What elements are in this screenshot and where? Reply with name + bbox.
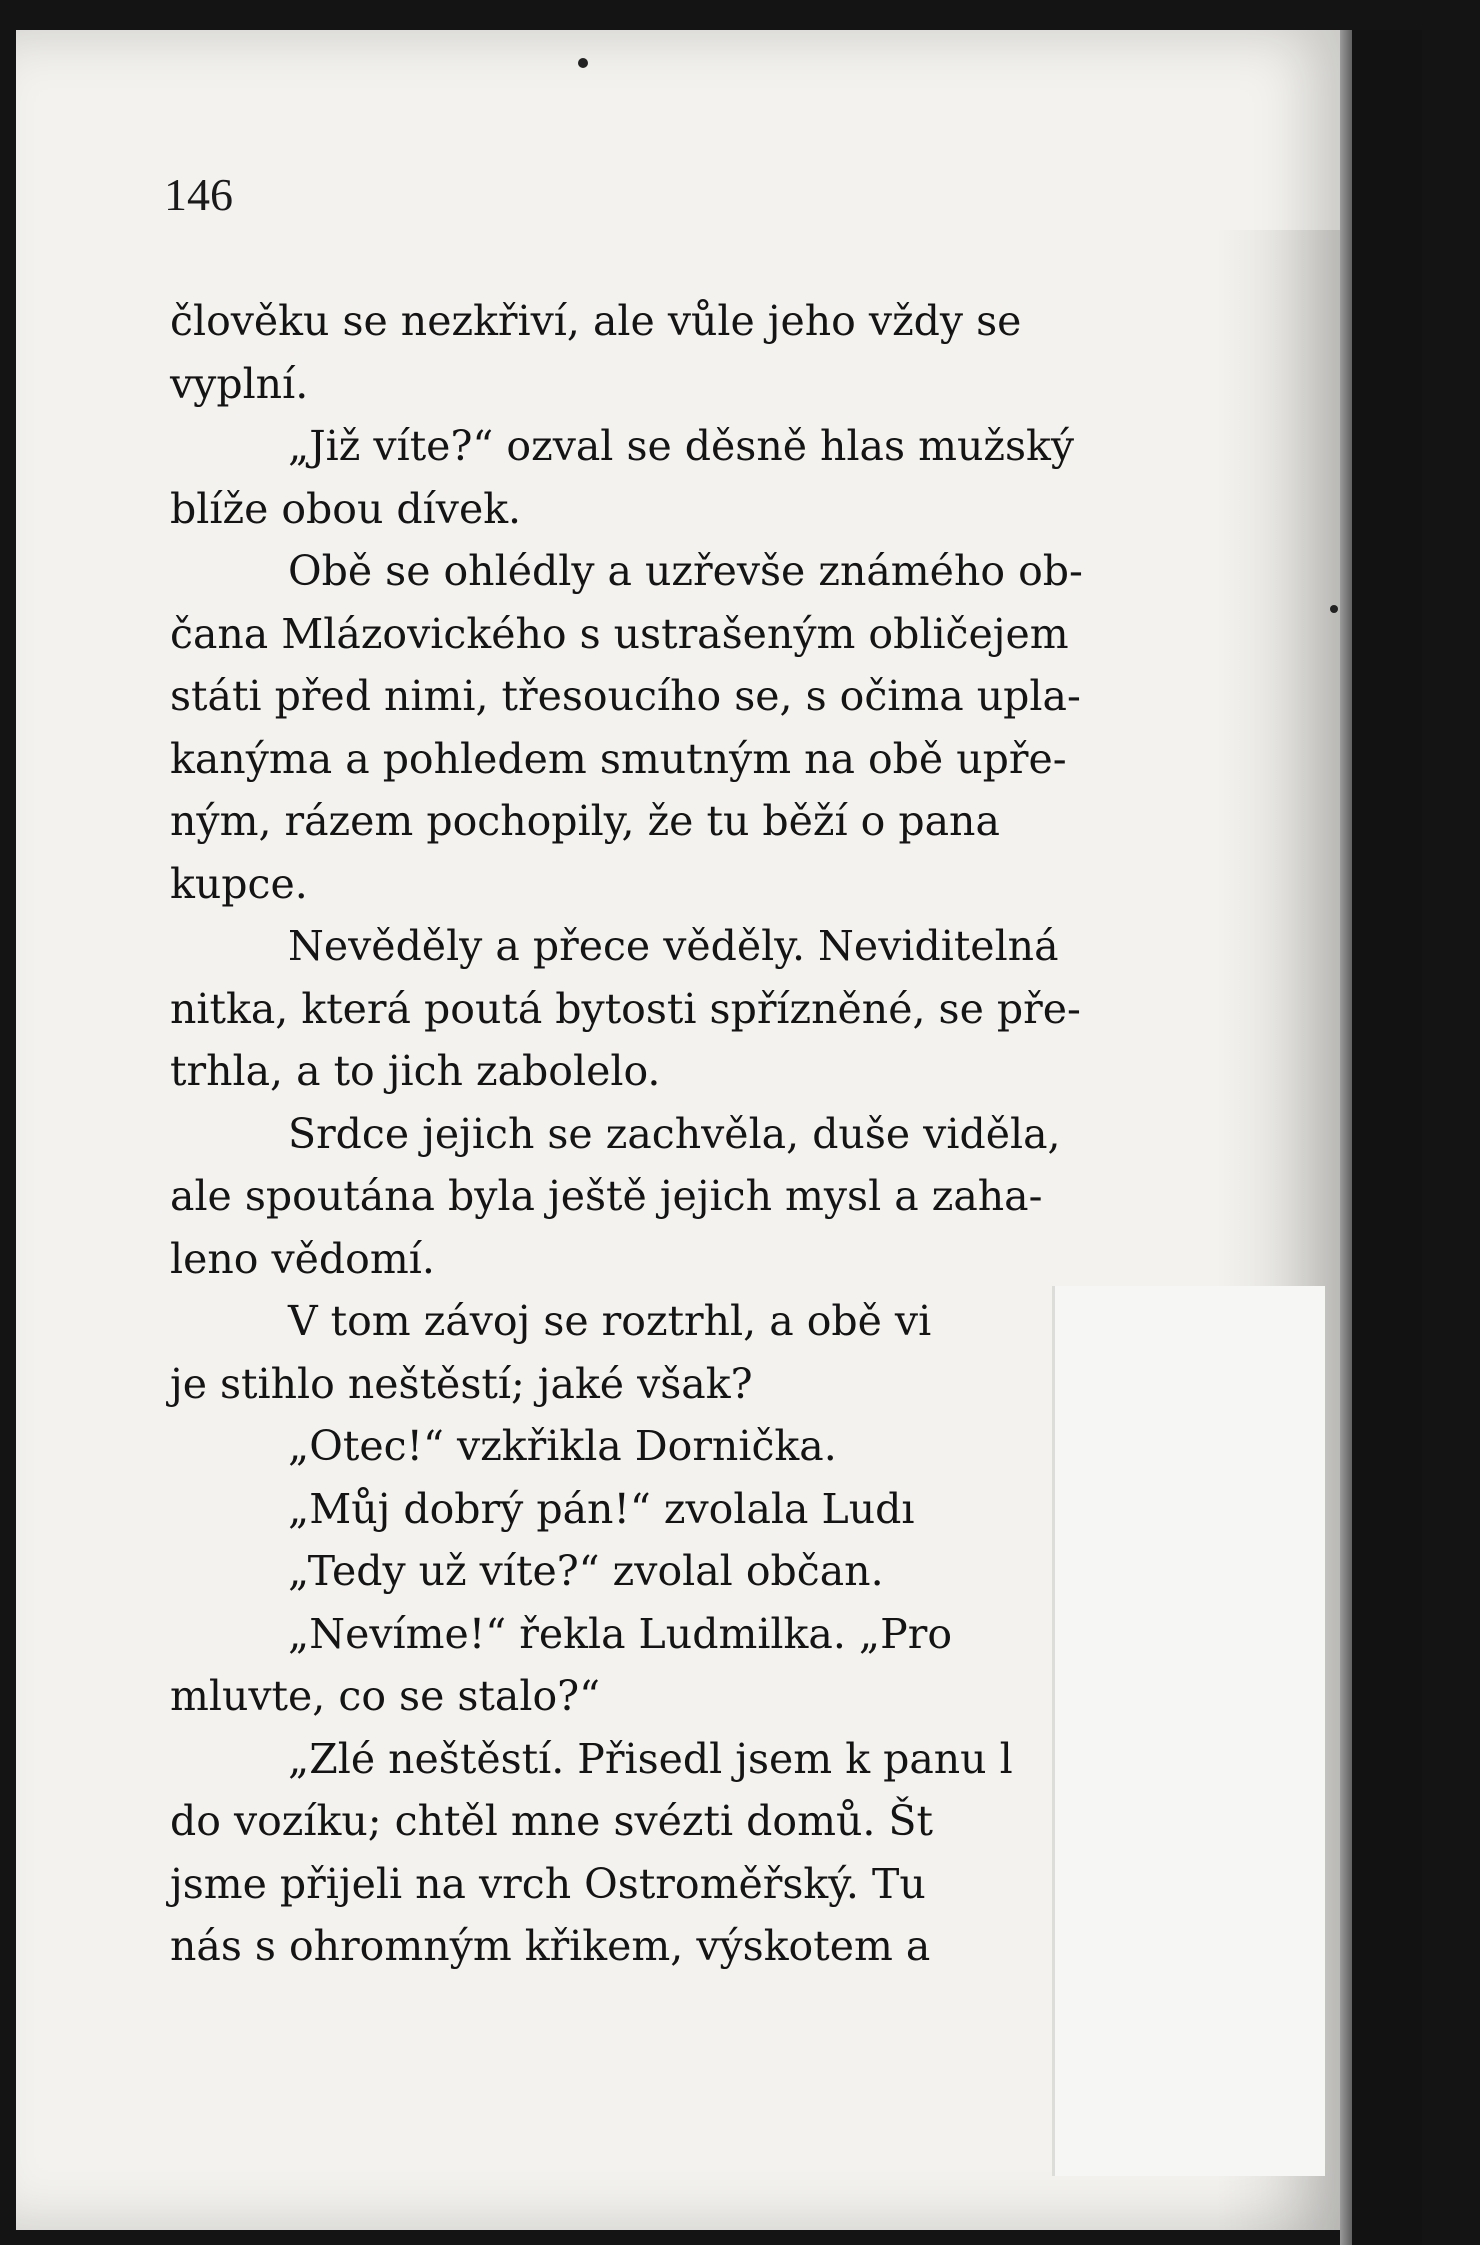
text-line: jsme přijeli na vrch Ostroměřský. Tu xyxy=(170,1859,926,1908)
speck xyxy=(578,58,588,68)
text-line: nitka, která poutá bytosti spřízněné, se pře- xyxy=(170,984,1081,1033)
scan-border xyxy=(1352,30,1422,2245)
text-line: kanýma a pohledem smutným na obě upře- xyxy=(170,734,1067,783)
text-line: leno vědomí. xyxy=(170,1234,435,1283)
text-line: státi před nimi, třesoucího se, s očima upla- xyxy=(170,672,1081,720)
text-line: „Již víte?“ ozval se děsně hlas mužský xyxy=(288,422,1075,470)
text-line: „Otec!“ vzkřikla Dornička. xyxy=(288,1422,837,1470)
text-line: Obě se ohlédly a uzřevše známého ob- xyxy=(288,547,1083,595)
text-line: člověku se nezkřiví, ale vůle jeho vždy se xyxy=(170,297,1022,345)
text-line: blíže obou dívek. xyxy=(170,484,522,533)
speck xyxy=(1330,605,1338,613)
text-line: do vozíku; chtěl mne svézti domů. Št xyxy=(170,1797,933,1845)
text-line: „Zlé neštěstí. Přisedl jsem k panu l xyxy=(288,1734,1013,1783)
text-line: vyplní. xyxy=(170,359,309,408)
text-line: „Nevíme!“ řekla Ludmilka. „Pro xyxy=(288,1609,953,1658)
text-line: Nevěděly a přece věděly. Neviditelná xyxy=(288,922,1059,970)
body-text xyxy=(170,290,1170,1978)
text-line: Srdce jejich se zachvěla, duše viděla, xyxy=(288,1109,1061,1158)
text-line: čana Mlázovického s ustrašeným obličejem xyxy=(170,609,1069,658)
text-line: mluvte, co se stalo?“ xyxy=(170,1672,601,1720)
text-line: „Můj dobrý pán!“ zvolala Ludı xyxy=(288,1484,915,1533)
text-line: „Tedy už víte?“ zvolal občan. xyxy=(288,1547,884,1595)
text-line: nás s ohromným křikem, výskotem a xyxy=(170,1922,931,1970)
text-line: ale spoutána byla ještě jejich mysl a zaha- xyxy=(170,1172,1043,1220)
text-line: V tom závoj se roztrhl, a obě vi xyxy=(288,1297,932,1345)
text-line: ným, rázem pochopily, že tu běží o pana xyxy=(170,797,1000,845)
overlapping-paper-slip xyxy=(1052,1286,1325,2176)
text-line: kupce. xyxy=(170,859,308,908)
text-line: je stihlo neštěstí; jaké však? xyxy=(170,1359,753,1408)
page-number: 146 xyxy=(164,169,233,220)
text-line: trhla, a to jich zabolelo. xyxy=(170,1047,661,1095)
